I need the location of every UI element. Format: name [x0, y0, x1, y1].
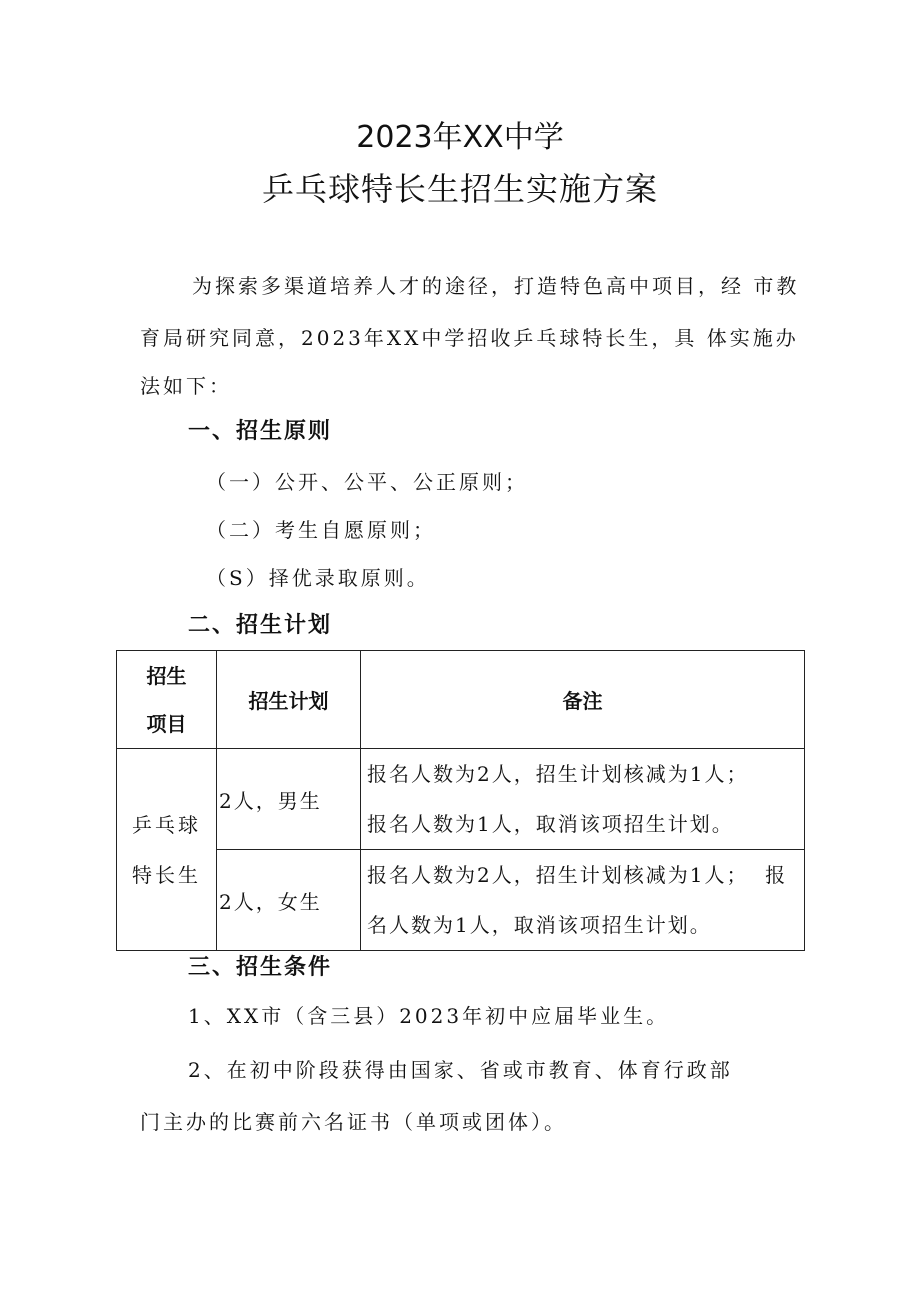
project-cell: 乒乓球 特长生: [117, 749, 217, 951]
document-title-line2: 乒乓球特长生招生实施方案: [261, 170, 658, 208]
principle-item-1: （一）公开、公平、公正原则；: [206, 470, 528, 494]
table-header-row: [117, 651, 805, 749]
note-cell-male: 报名人数为2人，招生计划核减为1人； 报名人数为1人，取消该项招生计划。: [361, 749, 805, 850]
header-project: 招生 项目: [117, 651, 217, 749]
principle-item-3: （S）择优录取原则。: [206, 566, 430, 590]
header-plan: 招生计划: [217, 651, 361, 749]
section-heading-principles: 一、招生原则: [188, 419, 333, 444]
document-title-line1: 2023年XX中学: [356, 120, 564, 155]
plan-cell-male: 2人，男生: [217, 749, 361, 850]
condition-item-2-line-1: 2、在初中阶段获得由国家、省或市教育、体育行政部: [188, 1058, 733, 1082]
table-row: [117, 850, 805, 951]
principle-item-2: （二）考生自愿原则；: [206, 518, 436, 542]
intro-line-1: 为探索多渠道培养人才的途径，打造特色高中项目，经 市教: [192, 274, 800, 298]
header-note: 备注: [361, 651, 805, 749]
enrollment-plan-table: [116, 650, 805, 951]
note-cell-female: 报名人数为2人，招生计划核减为1人； 报 名人数为1人，取消该项招生计划。: [361, 850, 805, 951]
section-heading-conditions: 三、招生条件: [188, 955, 333, 980]
table-row: [117, 749, 805, 850]
intro-line-3: 法如下：: [140, 374, 232, 398]
condition-item-2-line-2: 门主办的比赛前六名证书（单项或团体）。: [140, 1110, 567, 1134]
plan-cell-female: 2人，女生: [217, 850, 361, 951]
intro-line-2: 育局研究同意，2023年XX中学招收乒乓球特长生，具 体实施办: [140, 326, 799, 350]
condition-item-1: 1、XX市（含三县）2023年初中应届毕业生。: [188, 1004, 670, 1028]
section-heading-plan: 二、招生计划: [188, 613, 333, 638]
